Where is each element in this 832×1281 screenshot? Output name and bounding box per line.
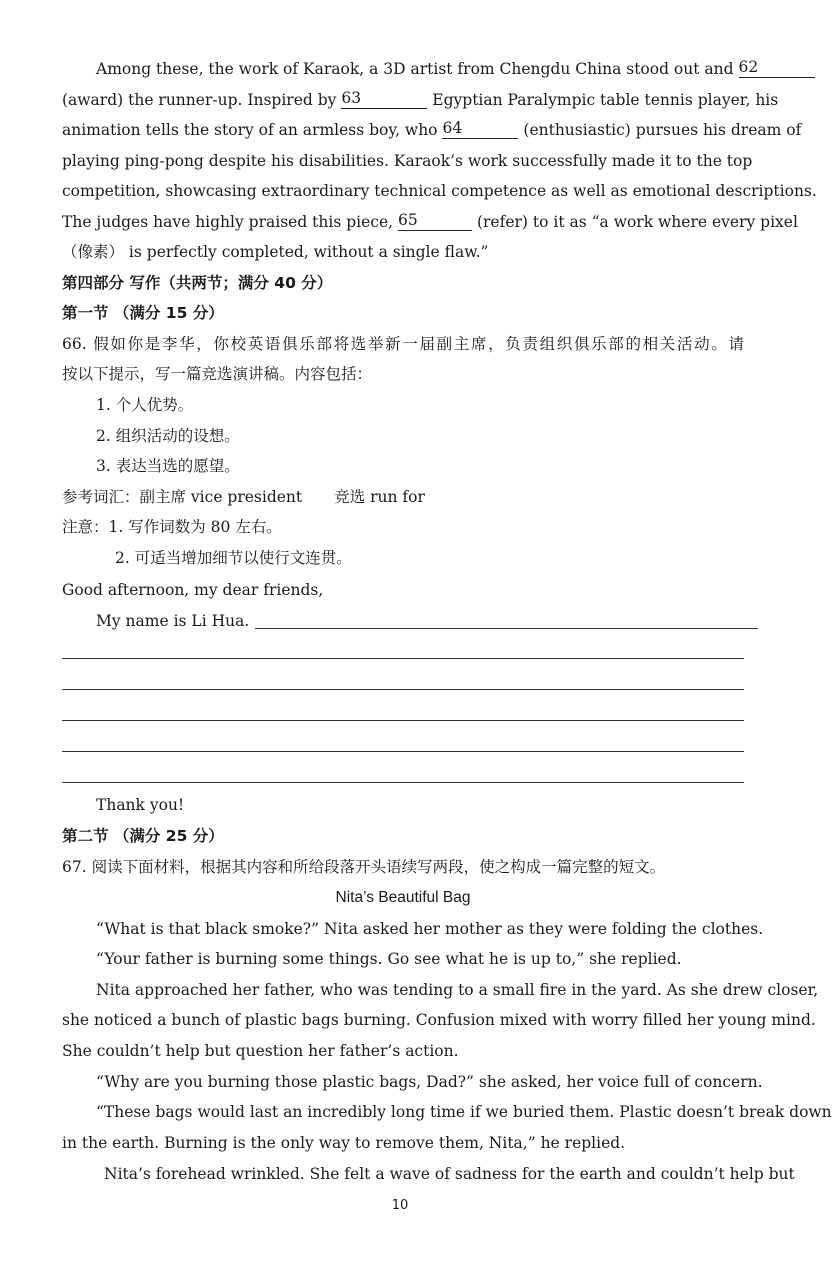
story-paragraph-1: “What is that black smoke?” Nita asked her mother as they were folding the clothes. — [96, 920, 764, 938]
content-point-2: 2. 组织活动的设想。 — [96, 427, 240, 445]
passage-line-4: playing ping-pong despite his disabilities. Karaok’s work successfully made it to the top — [62, 152, 753, 170]
passage-line-7: （像素） is perfectly completed, without a single flaw.” — [62, 243, 489, 261]
story-paragraph-3-line-2: she noticed a bunch of plastic bags burning. Confusion mixed with worry filled her young mind. — [62, 1011, 816, 1029]
part4-title: 第四部分 写作（共两节；满分 40 分） — [62, 274, 333, 292]
text-segment: (enthusiastic) pursues his dream of — [523, 121, 802, 139]
vocab-run-for: 竞选 run for — [334, 488, 425, 506]
story-paragraph-3-line-3: She couldn’t help but question her father’s action. — [62, 1042, 459, 1060]
note-2: 2. 可适当增加细节以使行文连贯。 — [115, 549, 352, 567]
vocab-vice-president: 参考词汇：副主席 vice president — [62, 488, 303, 506]
writing-line-5[interactable] — [62, 782, 744, 783]
story-paragraph-4: “Why are you burning those plastic bags, Dad?” she asked, her voice full of concern. — [96, 1073, 763, 1091]
content-point-1: 1. 个人优势。 — [96, 396, 194, 414]
story-title: Nita’s Beautiful Bag — [335, 889, 471, 906]
writing-start-text: My name is Li Hua. — [96, 612, 250, 630]
blank-62[interactable]: 62 — [739, 57, 815, 78]
writing-line-3[interactable] — [62, 720, 744, 721]
passage-line-1 — [62, 54, 759, 84]
q67-instruction: 67. 阅读下面材料，根据其内容和所给段落开头语续写两段，使之构成一篇完整的短文。 — [62, 858, 666, 876]
content-point-3: 3. 表达当选的愿望。 — [96, 457, 240, 475]
blank-63[interactable]: 63 — [341, 88, 427, 109]
passage-line-6 — [62, 207, 798, 237]
blank-65[interactable]: 65 — [398, 210, 472, 231]
section2-title: 第二节 （满分 25 分） — [62, 827, 224, 845]
text-segment: animation tells the story of an armless boy, who — [62, 121, 438, 139]
section1-title: 第一节 （满分 15 分） — [62, 304, 224, 322]
story-paragraph-5-line-1: “These bags would last an incredibly long time if we buried them. Plastic doesn’t break down — [96, 1103, 832, 1121]
closing: Thank you! — [96, 796, 185, 814]
passage-line-2 — [62, 85, 779, 115]
page-number: 10 — [391, 1198, 409, 1213]
text-segment: (refer) to it as “a work where every pixel — [476, 213, 798, 231]
story-paragraph-3-line-1: Nita approached her father, who was tending to a small fire in the yard. As she drew closer, — [96, 981, 819, 999]
text-segment: (award) the runner-up. Inspired by — [62, 91, 337, 109]
passage-line-5: competition, showcasing extraordinary technical competence as well as emotional descriptions. — [62, 182, 817, 200]
writing-line-2[interactable] — [62, 689, 744, 690]
note-1: 注意：1. 写作词数为 80 左右。 — [62, 518, 282, 536]
writing-start-line[interactable] — [62, 606, 744, 636]
story-paragraph-2: “Your father is burning some things. Go see what he is up to,” she replied. — [96, 950, 682, 968]
text-segment: Among these, the work of Karaok, a 3D artist from Chengdu China stood out and — [96, 60, 734, 78]
q66-line-1: 66. 假如你是李华，你校英语俱乐部将选举新一届副主席，负责组织俱乐部的相关活动。请 — [62, 335, 744, 353]
blank-64[interactable]: 64 — [442, 118, 518, 139]
passage-line-3 — [62, 115, 802, 145]
q66-line-2: 按以下提示，写一篇竞选演讲稿。内容包括： — [62, 365, 373, 383]
greeting: Good afternoon, my dear friends, — [62, 581, 324, 599]
writing-line-0[interactable] — [255, 610, 758, 629]
text-segment: Egyptian Paralympic table tennis player, his — [432, 91, 779, 109]
writing-line-1[interactable] — [62, 658, 744, 659]
text-segment: The judges have highly praised this piece, — [62, 213, 394, 231]
story-paragraph-5-line-2: in the earth. Burning is the only way to remove them, Nita,” he replied. — [62, 1134, 626, 1152]
writing-line-4[interactable] — [62, 751, 744, 752]
vocab-line — [62, 482, 744, 512]
story-paragraph-6: Nita’s forehead wrinkled. She felt a wave of sadness for the earth and couldn’t help but — [104, 1165, 795, 1183]
